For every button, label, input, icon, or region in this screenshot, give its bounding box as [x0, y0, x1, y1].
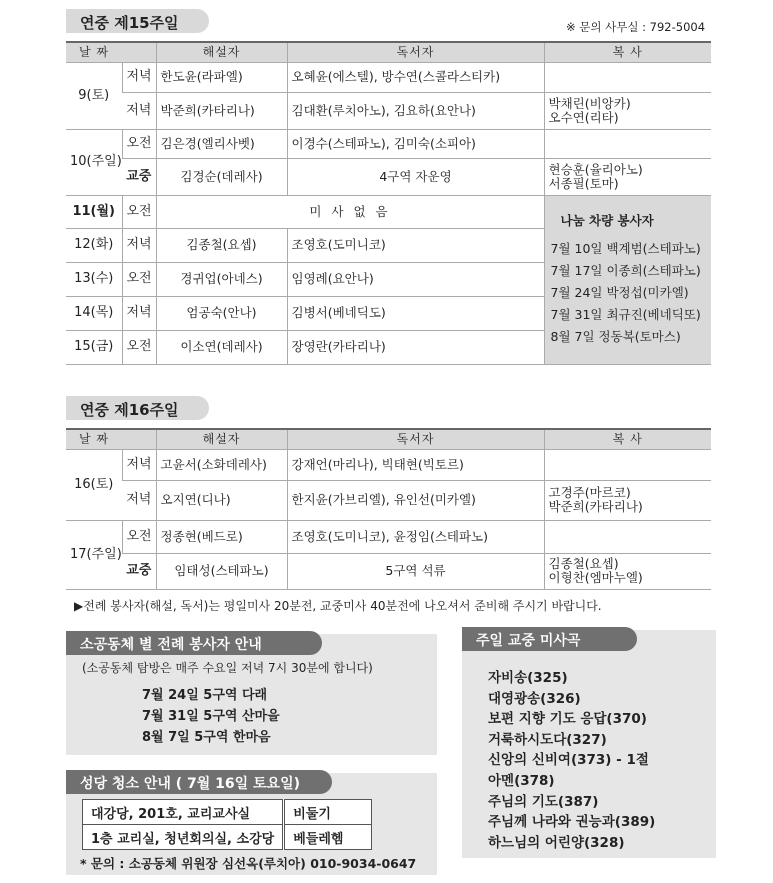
time-cell: 오전	[122, 195, 156, 228]
commentator-cell: 박준희(카타리나)	[156, 92, 287, 129]
readers-cell: 조영호(도미니코)	[287, 228, 544, 262]
time-cell: 저녁	[122, 449, 156, 480]
time-cell: 오전	[122, 129, 156, 158]
header-readers: 독서자	[287, 429, 544, 449]
cleaning-group: 비둘기	[284, 800, 372, 825]
readers-cell: 오혜윤(에스텔), 방수연(스콜라스티카)	[287, 62, 544, 92]
time-cell: 오전	[122, 520, 156, 553]
header-server: 복 사	[544, 429, 711, 449]
time-cell: 교중	[122, 553, 156, 589]
header-commentator: 해설자	[156, 429, 287, 449]
server-cell: 고경주(마르코) 박준희(카타리나)	[544, 480, 711, 520]
commentator-cell: 오지연(디나)	[156, 480, 287, 520]
commentator-cell: 엄공숙(안나)	[156, 296, 287, 330]
cleaning-contact: * 문의 : 소공동체 위원장 심선옥(루치아) 010-9034-0647	[80, 856, 417, 871]
commentator-cell: 정종현(베드로)	[156, 520, 287, 553]
week15-schedule-table	[66, 41, 711, 365]
cleaning-place: 대강당, 201호, 교리교사실	[83, 800, 284, 825]
table-row	[66, 449, 711, 480]
hymn-item: 거룩하시도다(327)	[488, 731, 607, 748]
nanum-title: 나눔 차량 봉사자	[560, 212, 654, 228]
server-cell: 박채린(비앙카) 오수연(리타)	[544, 92, 711, 129]
commentator-cell: 김종철(요셉)	[156, 228, 287, 262]
commentator-cell: 고윤서(소화데레사)	[156, 449, 287, 480]
time-cell: 저녁	[122, 62, 156, 92]
date-cell: 11(월)	[66, 195, 122, 228]
readers-cell: 김병서(베네딕도)	[287, 296, 544, 330]
cleaning-table	[82, 799, 372, 850]
table-row	[66, 158, 711, 195]
readers-cell: 장영란(카타리나)	[287, 330, 544, 364]
table-row	[66, 553, 711, 589]
date-cell: 15(금)	[66, 330, 122, 364]
server-cell	[544, 129, 711, 158]
cleaning-group: 베들레헴	[284, 825, 372, 850]
nanum-item: 8월 7일 정동복(토마스)	[550, 328, 681, 344]
time-cell: 저녁	[122, 92, 156, 129]
date-cell: 10(주일)	[66, 129, 122, 195]
week15-title: 연중 제15주일	[66, 9, 209, 33]
hymn-item: 아멘(378)	[488, 772, 555, 789]
header-date: 날 짜	[66, 429, 122, 449]
time-cell: 저녁	[122, 480, 156, 520]
hymn-item: 하느님의 어린양(328)	[488, 834, 625, 851]
small-group-subtitle: (소공동체 탐방은 매주 수요일 저녁 7시 30분에 합니다)	[82, 661, 373, 675]
readers-cell: 이경수(스테파노), 김미숙(소피아)	[287, 129, 544, 158]
server-cell: 김종철(요셉) 이형찬(엠마누엘)	[544, 553, 711, 589]
server-cell	[544, 520, 711, 553]
readers-cell: 강재언(마리나), 빅태현(빅토르)	[287, 449, 544, 480]
commentator-cell: 한도윤(라파엘)	[156, 62, 287, 92]
hymn-item: 자비송(325)	[488, 670, 568, 686]
date-cell: 16(토)	[66, 449, 122, 520]
server-cell	[544, 62, 711, 92]
table-row	[66, 520, 711, 553]
server-cell: 현승훈(율리아노) 서종필(토마)	[544, 158, 711, 195]
table-row	[66, 480, 711, 520]
small-group-line: 8월 7일 5구역 한마음	[142, 730, 271, 745]
week16-schedule-table	[66, 428, 711, 590]
hymn-item: 신앙의 신비여(373) - 1절	[488, 752, 649, 769]
hymn-item: 주님께 나라와 권능과(389)	[488, 814, 656, 831]
readers-cell: 김대환(루치아노), 김요하(요안나)	[287, 92, 544, 129]
commentator-cell: 김은경(엘리사벳)	[156, 129, 287, 158]
date-cell: 17(주일)	[66, 520, 122, 589]
header-readers: 독서자	[287, 42, 544, 62]
nanum-item: 7월 31일 최규진(베네딕또)	[550, 306, 701, 322]
week16-title: 연중 제16주일	[66, 396, 209, 420]
commentator-cell: 이소연(데레사)	[156, 330, 287, 364]
server-cell	[544, 449, 711, 480]
header-commentator: 해설자	[156, 42, 287, 62]
header-date: 날 짜	[66, 42, 122, 62]
table-row	[66, 62, 711, 92]
time-cell: 저녁	[122, 296, 156, 330]
small-group-title: 소공동체 별 전례 봉사자 안내	[66, 631, 322, 655]
hymn-item: 보편 지향 기도 응답(370)	[488, 711, 647, 728]
time-cell: 오전	[122, 330, 156, 364]
commentator-cell: 임태성(스테파노)	[156, 553, 287, 589]
time-cell: 오전	[122, 262, 156, 296]
small-group-line: 7월 24일 5구역 다래	[142, 688, 268, 703]
time-cell: 저녁	[122, 228, 156, 262]
date-cell: 13(수)	[66, 262, 122, 296]
table-row	[66, 129, 711, 158]
table-row	[66, 195, 711, 228]
office-contact: ※ 문의 사무실 : 792-5004	[566, 20, 706, 34]
service-note: ▶전례 봉사자(해설, 독서)는 평일미사 20분전, 교중미사 40분전에 나오셔서 준비해 주시기 바랍니다.	[74, 599, 602, 613]
nanum-item: 7월 10일 백계범(스테파노)	[550, 240, 701, 256]
hymn-item: 주님의 기도(387)	[488, 793, 599, 810]
readers-cell: 4구역 자운영	[287, 158, 544, 195]
no-mass-cell: 미 사 없 음	[156, 195, 544, 228]
cleaning-place: 1층 교리실, 청년회의실, 소강당	[83, 825, 284, 850]
hymn-item: 대영광송(326)	[488, 690, 581, 707]
commentator-cell: 김경순(데레사)	[156, 158, 287, 195]
header-server: 복 사	[544, 42, 711, 62]
nanum-item: 7월 17일 이종희(스테파노)	[550, 262, 701, 278]
readers-cell: 한지윤(가브리엘), 유인선(미카엘)	[287, 480, 544, 520]
readers-cell: 임영례(요안나)	[287, 262, 544, 296]
small-group-line: 7월 31일 5구역 산마을	[142, 709, 280, 724]
time-cell: 교중	[122, 158, 156, 195]
date-cell: 9(토)	[66, 62, 122, 129]
hymns-list	[488, 668, 655, 853]
hymns-title: 주일 교중 미사곡	[462, 627, 637, 651]
date-cell: 14(목)	[66, 296, 122, 330]
readers-cell: 조영호(도미니코), 윤정임(스테파노)	[287, 520, 544, 553]
table-row	[83, 825, 372, 850]
nanum-item: 7월 24일 박정섭(미카엘)	[550, 284, 689, 300]
table-row	[83, 800, 372, 825]
nanum-volunteer-panel	[544, 195, 711, 364]
cleaning-title: 성당 청소 안내 ( 7월 16일 토요일)	[66, 770, 332, 794]
readers-cell: 5구역 석류	[287, 553, 544, 589]
table-row	[66, 92, 711, 129]
commentator-cell: 경귀업(아네스)	[156, 262, 287, 296]
date-cell: 12(화)	[66, 228, 122, 262]
